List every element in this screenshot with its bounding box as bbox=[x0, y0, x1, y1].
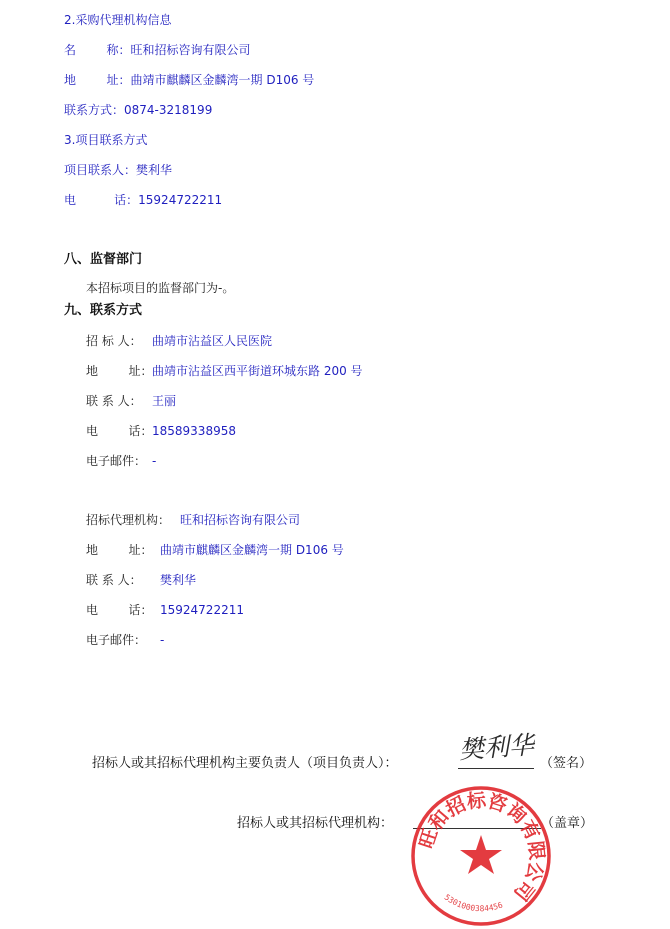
company-seal bbox=[408, 783, 554, 929]
seal-star-icon bbox=[460, 835, 502, 874]
responsible-person-label: 招标人或其招标代理机构主要负责人（项目负责人）： bbox=[92, 756, 398, 771]
section8-text: 本招标项目的监督部门为-。 bbox=[86, 281, 235, 295]
project-contact-heading: 3.项目联系方式 bbox=[64, 133, 148, 147]
tenderer-address-label: 地 址： bbox=[86, 364, 153, 378]
agency-person-label: 联 系 人： bbox=[86, 573, 142, 587]
agency-addr-value: 曲靖市麒麟区金麟湾一期 D106 号 bbox=[160, 543, 344, 557]
agency-address-row bbox=[64, 72, 314, 88]
agency-name-label: 名 称： bbox=[64, 43, 131, 57]
seal-company-text: 旺和招标咨询有限公司 bbox=[415, 789, 548, 905]
project-phone-row bbox=[64, 192, 222, 208]
project-phone-value: 15924722211 bbox=[138, 193, 223, 207]
tenderer-org-label: 招 标 人： bbox=[86, 334, 142, 348]
section9-heading: 九、联系方式 bbox=[64, 303, 143, 318]
agency-email-label: 电子邮件： bbox=[86, 633, 147, 647]
agency-org-label: 招标代理机构： bbox=[86, 513, 171, 527]
agency-phone-label: 电 话： bbox=[86, 603, 153, 617]
seal-number-text: 5301000384456 bbox=[442, 892, 505, 914]
agency-contact-label: 联系方式： bbox=[64, 103, 125, 117]
agency-phone-value: 15924722211 bbox=[160, 603, 244, 617]
agency-name-value: 旺和招标咨询有限公司 bbox=[130, 43, 251, 57]
tenderer-email-label: 电子邮件： bbox=[86, 454, 147, 468]
tenderer-org-value: 曲靖市沾益区人民医院 bbox=[152, 334, 273, 348]
agency-org-value: 旺和招标咨询有限公司 bbox=[180, 513, 301, 527]
org-seal-label: 招标人或其招标代理机构： bbox=[237, 816, 394, 831]
agency-email-value: - bbox=[160, 633, 165, 647]
tenderer-phone-value: 18589338958 bbox=[152, 424, 236, 438]
agency-address-label: 地 址： bbox=[64, 73, 131, 87]
signature-text: 樊利华 bbox=[458, 730, 535, 765]
agency-name-row bbox=[64, 42, 251, 58]
agency-contact-value: 0874-3218199 bbox=[124, 103, 213, 117]
tenderer-email-value: - bbox=[152, 454, 157, 468]
agency-addr-label: 地 址： bbox=[86, 543, 153, 557]
agency-person-value: 樊利华 bbox=[160, 573, 197, 587]
project-person-label: 项目联系人： bbox=[64, 163, 137, 177]
section8-heading: 八、监督部门 bbox=[64, 252, 143, 267]
tenderer-phone-label: 电 话： bbox=[86, 424, 153, 438]
tenderer-person-value: 王丽 bbox=[152, 394, 177, 408]
seal-note: （盖章） bbox=[541, 816, 594, 831]
signature-line bbox=[458, 768, 534, 769]
tenderer-address-value: 曲靖市沾益区西平街道环城东路 200 号 bbox=[152, 364, 363, 378]
agency-address-value: 曲靖市麒麟区金麟湾一期 D106 号 bbox=[130, 73, 315, 87]
agency-contact-row bbox=[64, 102, 212, 118]
agency-info-heading: 2.采购代理机构信息 bbox=[64, 13, 172, 27]
tenderer-person-label: 联 系 人： bbox=[86, 394, 142, 408]
project-person-value: 樊利华 bbox=[136, 163, 173, 177]
project-phone-label: 电 话： bbox=[64, 193, 139, 207]
project-person-row bbox=[64, 162, 172, 178]
handwritten-signature bbox=[455, 728, 539, 766]
sign-note: （签名） bbox=[540, 756, 593, 771]
